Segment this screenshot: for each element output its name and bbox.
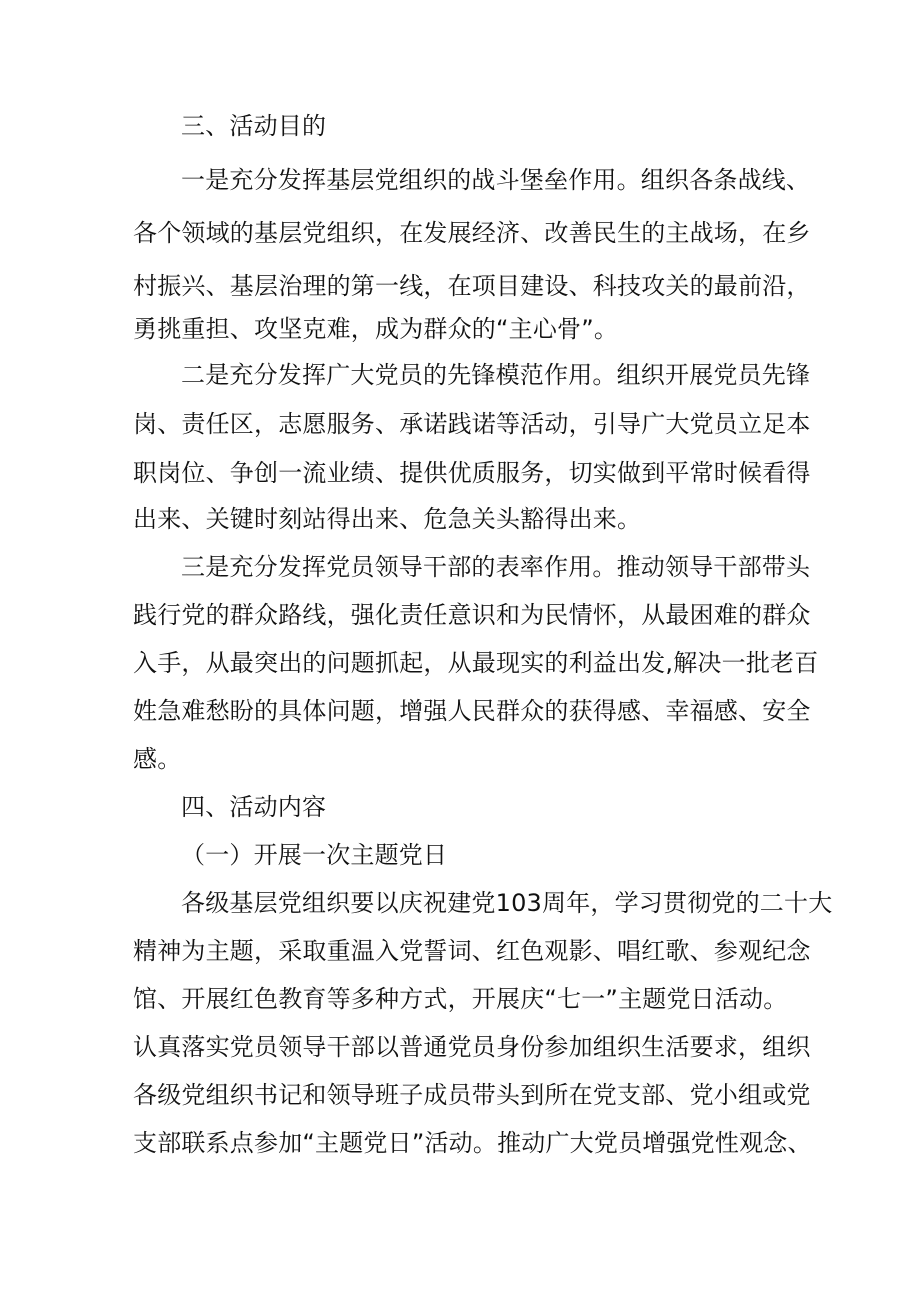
section-3-para-1-line-4: 勇挑重担、攻坚克难，成为群众的“主心骨”。 bbox=[133, 315, 619, 343]
section-3-para-2-line-1: 二是充分发挥广大党员的先锋模范作用。组织开展党员先锋 bbox=[181, 361, 811, 389]
section-4-para-1-line-4: 认真落实党员领导干部以普通党员身份参加组织生活要求，组织 bbox=[133, 1033, 811, 1061]
section-4-para-1-line-1: 各级基层党组织要以庆祝建党103周年，学习贯彻党的二十大 bbox=[181, 889, 833, 917]
section-4-heading: 四、活动内容 bbox=[181, 793, 327, 821]
section-3-para-2-line-4: 出来、关键时刻站得出来、危急关头豁得出来。 bbox=[133, 505, 642, 533]
section-4-subheading: （一）开展一次主题党日 bbox=[181, 841, 448, 869]
section-4-para-1-line-5: 各级党组织书记和领导班子成员带头到所在党支部、党小组或党 bbox=[133, 1081, 811, 1109]
section-4-para-1-line-2: 精神为主题，采取重温入党誓词、红色观影、唱红歌、参观纪念 bbox=[133, 937, 811, 965]
section-4-para-1-line-3: 馆、开展红色教育等多种方式，开展庆“七一”主题党日活动。 bbox=[133, 985, 788, 1013]
section-3-heading: 三、活动目的 bbox=[181, 112, 327, 140]
section-3-para-3-line-3: 入手，从最突出的问题抓起，从最现实的利益出发,解决一批老百 bbox=[133, 649, 819, 677]
section-3-para-3-line-1: 三是充分发挥党员领导干部的表率作用。推动领导干部带头 bbox=[181, 553, 811, 581]
section-3-para-3-line-4: 姓急难愁盼的具体问题，增强人民群众的获得感、幸福感、安全 bbox=[133, 697, 811, 725]
section-3-para-3-line-5: 感。 bbox=[133, 745, 182, 773]
section-3-para-2-line-3: 职岗位、争创一流业绩、提供优质服务，切实做到平常时候看得 bbox=[133, 459, 811, 487]
section-3-para-2-line-2: 岗、责任区，志愿服务、承诺践诺等活动，引导广大党员立足本 bbox=[133, 410, 811, 438]
section-3-para-1-line-1: 一是充分发挥基层党组织的战斗堡垒作用。组织各条战线、 bbox=[181, 166, 811, 194]
section-3-para-1-line-2: 各个领域的基层党组织，在发展经济、改善民生的主战场，在乡 bbox=[133, 219, 811, 247]
section-3-para-3-line-2: 践行党的群众路线，强化责任意识和为民情怀，从最困难的群众 bbox=[133, 601, 811, 629]
section-4-para-1-line-6: 支部联系点参加“主题党日”活动。推动广大党员增强党性观念、 bbox=[133, 1129, 812, 1157]
section-3-para-1-line-3: 村振兴、基层治理的第一线，在项目建设、科技攻关的最前沿， bbox=[133, 272, 811, 300]
